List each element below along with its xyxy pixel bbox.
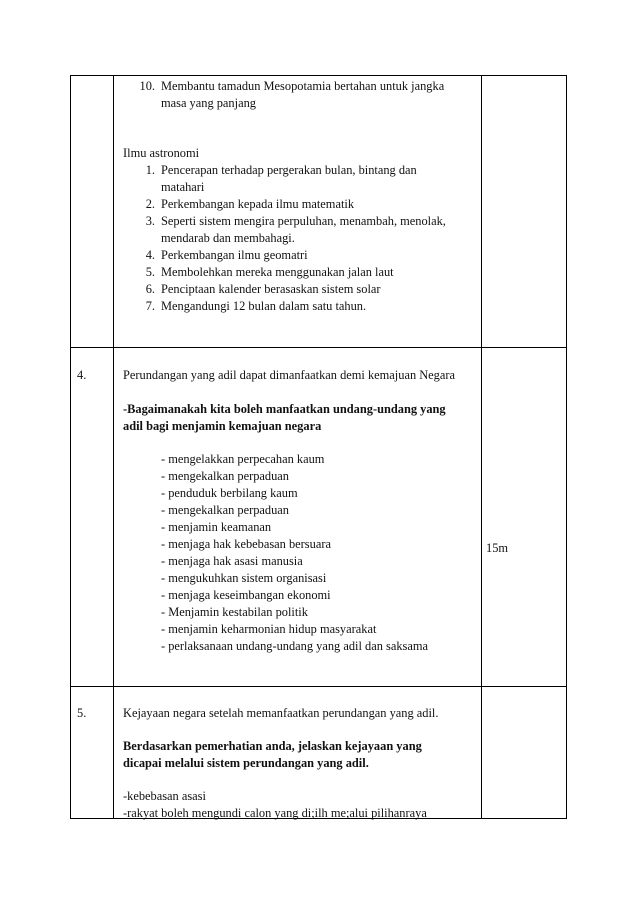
table-border-right — [566, 75, 567, 819]
row4-statement: Perundangan yang adil dapat dimanfaatkan demi kemajuan Negara — [123, 368, 456, 382]
list-item-10-continuation: masa yang panjang — [161, 96, 256, 110]
astro-item-1-continuation: matahari — [161, 180, 205, 194]
row5-question-line2: dicapai melalui sistem perundangan yang adil. — [123, 756, 369, 770]
row4-point: - menjaga keseimbangan ekonomi — [161, 588, 331, 602]
astro-item-5: 5. Membolehkan mereka menggunakan jalan laut — [145, 265, 394, 279]
list-item-10: 10. Membantu tamadun Mesopotamia bertahan untuk jangka — [139, 79, 445, 93]
row5-answer: -rakyat boleh mengundi calon yang di;ilh me;alui pilihanraya — [123, 806, 427, 820]
astro-item-4: 4. Perkembangan ilmu geomatri — [145, 248, 308, 262]
astro-item-2: 2. Perkembangan kepada ilmu matematik — [145, 197, 355, 211]
row-divider-4-5 — [70, 686, 567, 687]
row-number-4: 4. — [77, 368, 87, 382]
row-number-5: 5. — [77, 706, 87, 720]
row4-point: - penduduk berbilang kaum — [161, 486, 298, 500]
row4-point: - menjamin keamanan — [161, 520, 272, 534]
row4-point: - mengekalkan perpaduan — [161, 503, 289, 517]
row-divider-3-4 — [70, 347, 567, 348]
astro-item-1: 1. Pencerapan terhadap pergerakan bulan, bintang dan — [145, 163, 417, 177]
row4-point: - menjaga hak kebebasan bersuara — [161, 537, 331, 551]
astro-item-3-continuation: mendarab dan membahagi. — [161, 231, 295, 245]
row4-point: - menjaga hak asasi manusia — [161, 554, 303, 568]
row4-point: - mengukuhkan sistem organisasi — [161, 571, 327, 585]
column-divider-1 — [113, 75, 114, 819]
row4-point: - mengelakkan perpecahan kaum — [161, 452, 325, 466]
row4-marks: 15m — [486, 541, 509, 555]
row4-question-line2: adil bagi menjamin kemajuan negara — [123, 419, 322, 433]
row5-answer: -kebebasan asasi — [123, 789, 206, 803]
table-border-left — [70, 75, 71, 819]
row5-question-line1: Berdasarkan pemerhatian anda, jelaskan kejayaan yang — [123, 739, 422, 753]
table-border-top — [70, 75, 567, 76]
astronomy-heading: Ilmu astronomi — [123, 146, 200, 160]
row4-point: - mengekalkan perpaduan — [161, 469, 289, 483]
row4-point: - perlaksanaan undang-undang yang adil dan saksama — [161, 639, 428, 653]
row4-question-line1: -Bagaimanakah kita boleh manfaatkan undang-undang yang — [123, 402, 446, 416]
row4-point: - menjamin keharmonian hidup masyarakat — [161, 622, 377, 636]
astro-item-3: 3. Seperti sistem mengira perpuluhan, menambah, menolak, — [145, 214, 446, 228]
astro-item-7: 7. Mengandungi 12 bulan dalam satu tahun. — [145, 299, 367, 313]
astro-item-6: 6. Penciptaan kalender berasaskan sistem solar — [145, 282, 381, 296]
row4-point: - Menjamin kestabilan politik — [161, 605, 308, 619]
row5-statement: Kejayaan negara setelah memanfaatkan perundangan yang adil. — [123, 706, 439, 720]
column-divider-2 — [481, 75, 482, 819]
